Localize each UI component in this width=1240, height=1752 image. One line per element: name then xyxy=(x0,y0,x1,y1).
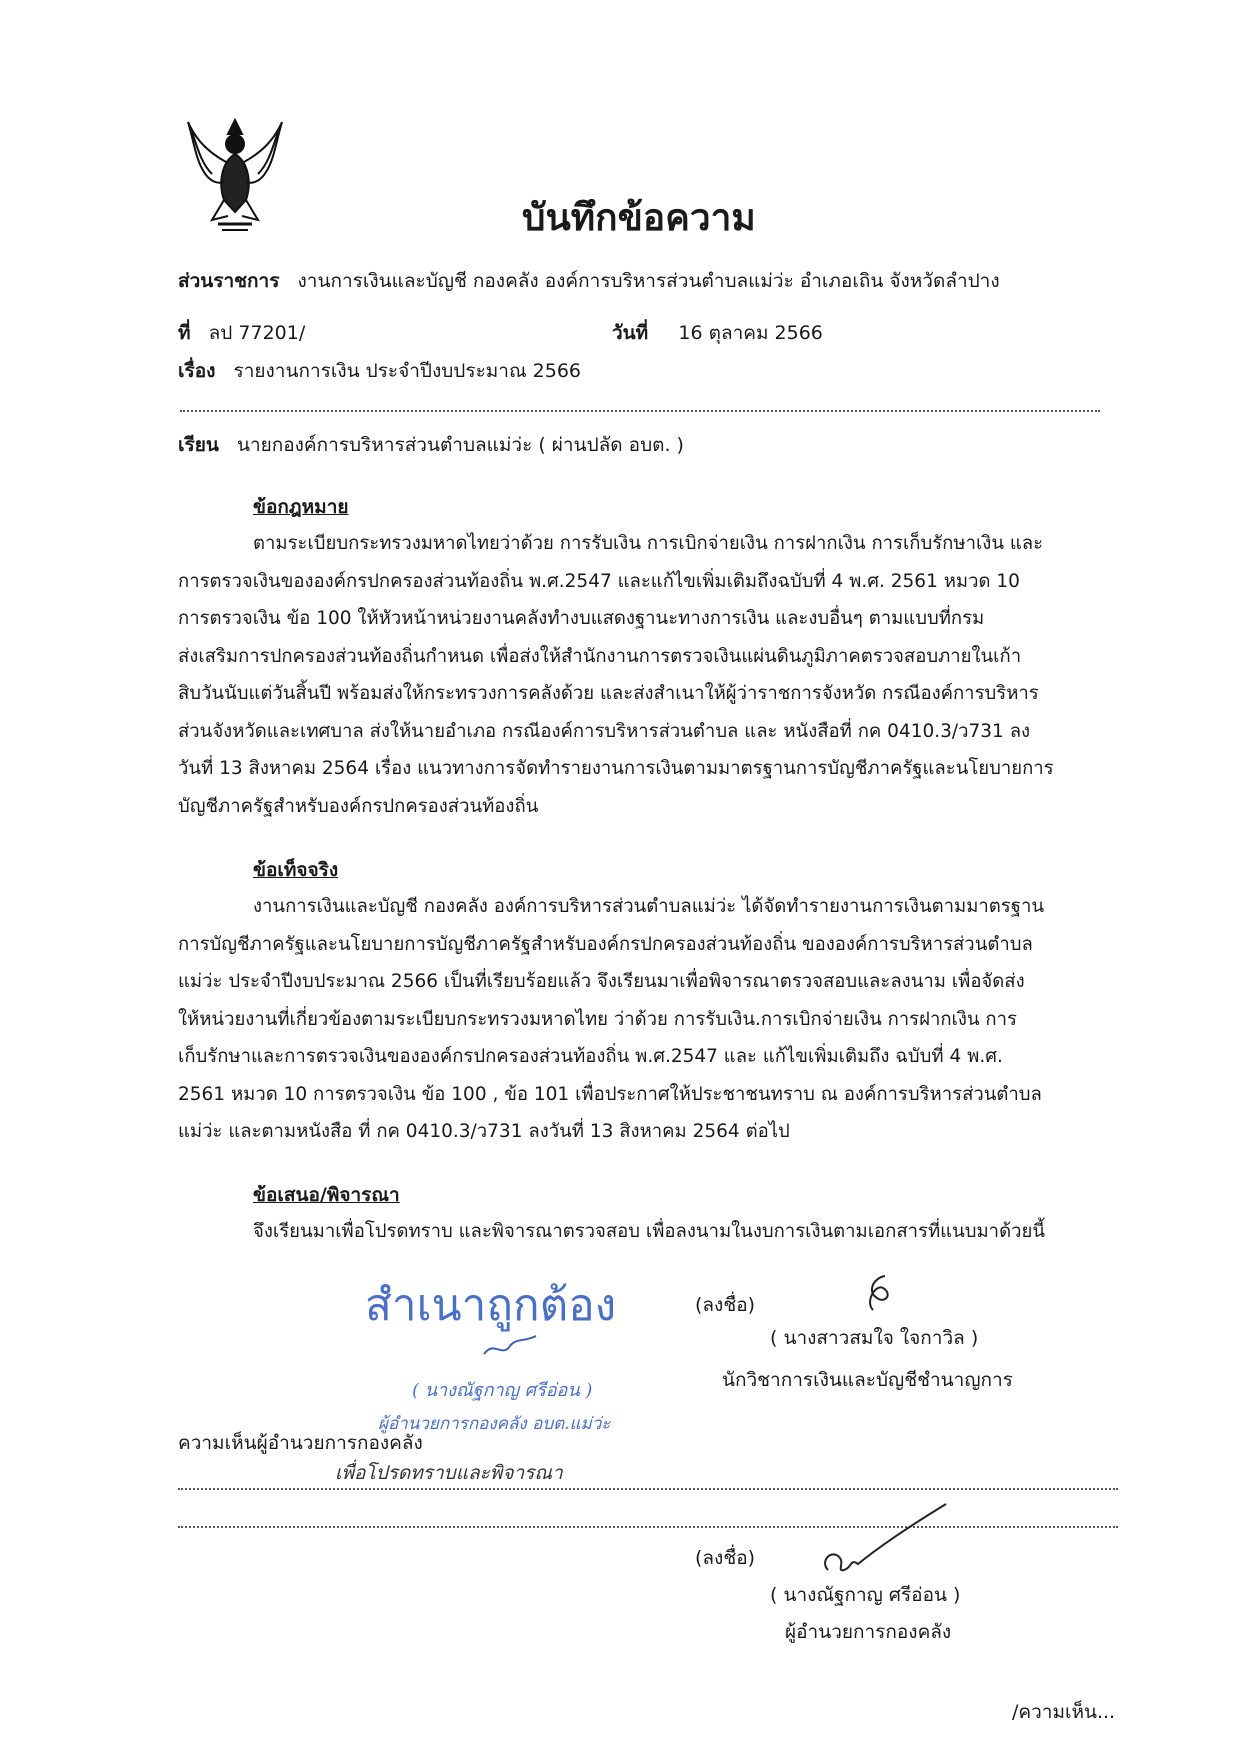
certified-stamp: สำเนาถูกต้อง xyxy=(365,1280,617,1331)
fact-line: 2561 หมวด 10 การตรวจเงิน ข้อ 100 , ข้อ 101 เพื่อประกาศให้ประชาชนทราบ ณ องค์การบริหารส่วนตำบล xyxy=(178,1083,1042,1105)
law-line: การตรวจเงินขององค์กรปกครองส่วนท้องถิ่น พ.ศ.2547 และแก้ไขเพิ่มเติมถึงฉบับที่ 4 พ.ศ. 2561 หมวด 10 xyxy=(178,570,1020,592)
stamp-position: ผู้อำนวยการกองคลัง อบต.แม่ว่ะ xyxy=(378,1414,611,1434)
proposal-line: จึงเรียนมาเพื่อโปรดทราบ และพิจารณาตรวจสอบ เพื่อลงนามในงบการเงินตามเอกสารที่แนบมาด้วยนี้ xyxy=(253,1221,1045,1242)
fact-line: แม่ว่ะ ประจำปีงบประมาณ 2566 เป็นที่เรียบร้อยแล้ว จึงเรียนมาเพื่อพิจารณาตรวจสอบและลงนาม เพื่อจัดส่ง xyxy=(178,971,1025,992)
signer1-label: (ลงชื่อ) xyxy=(695,1294,756,1316)
law-line: ส่วนจังหวัดและเทศบาล ส่งให้นายอำเภอ กรณีองค์การบริหารส่วนตำบล และ หนังสือที่ กค 0410.3/ว731 ลง xyxy=(178,720,1031,742)
fact-heading: ข้อเท็จจริง xyxy=(253,859,339,881)
signer2-name: ( นางณัฐกาญ ศรีอ่อน ) xyxy=(770,1584,961,1606)
agency-value: งานการเงินและบัญชี กองคลัง องค์การบริหารส่วนตำบลแม่ว่ะ อำเภอเถิน จังหวัดลำปาง xyxy=(297,270,1000,292)
signer1-signature-icon xyxy=(855,1272,905,1321)
law-line: วันที่ 13 สิงหาคม 2564 เรื่อง แนวทางการจัดทำรายงานการเงินตามมาตรฐานการบัญชีภาครัฐและนโยบายการ xyxy=(178,758,1054,779)
fact-line: การบัญชีภาครัฐและนโยบายการบัญชีภาครัฐสำหรับองค์กรปกครองส่วนท้องถิ่น ขององค์การบริหารส่วนตำบล xyxy=(178,933,1033,955)
opinion-handwritten: เพื่อโปรดทราบและพิจารณา xyxy=(335,1462,563,1484)
agency-line xyxy=(178,266,1000,296)
ref-label: ที่ xyxy=(178,322,191,344)
continued-marker: /ความเห็น... xyxy=(1012,1701,1116,1723)
garuda-emblem xyxy=(182,112,288,245)
law-line: ตามระเบียบกระทรวงมหาดไทยว่าด้วย การรับเงิน การเบิกจ่ายเงิน การฝากเงิน การเก็บรักษาเงิน และ xyxy=(253,533,1044,554)
fact-line: ให้หน่วยงานที่เกี่ยวข้องตามระเบียบกระทรวงมหาดไทย ว่าด้วย การรับเงิน.การเบิกจ่ายเงิน การฝากเงิน การ xyxy=(178,1008,1017,1030)
date-line xyxy=(612,318,823,348)
stamp-signature-icon xyxy=(480,1330,540,1367)
signer2-signature-icon xyxy=(810,1500,950,1585)
ref-line xyxy=(178,318,305,348)
opinion-label: ความเห็นผู้อำนวยการกองคลัง xyxy=(178,1432,423,1454)
signer1-position: นักวิชาการเงินและบัญชีชำนาญการ xyxy=(722,1369,1013,1391)
signer2-position: ผู้อำนวยการกองคลัง xyxy=(785,1621,952,1643)
stamp-name: ( นางณัฐกาญ ศรีอ่อน ) xyxy=(412,1380,593,1401)
ref-value: ลป 77201/ xyxy=(208,322,306,344)
to-label: เรียน xyxy=(178,434,219,456)
fact-line: เก็บรักษาและการตรวจเงินขององค์กรปกครองส่วนท้องถิ่น พ.ศ.2547 และ แก้ไขเพิ่มเติมถึง ฉบับที่ 4 พ.ศ. xyxy=(178,1046,1003,1067)
law-heading: ข้อกฎหมาย xyxy=(253,496,349,518)
opinion-line-1 xyxy=(178,1488,1118,1490)
law-line: สิบวันนับแต่วันสิ้นปี พร้อมส่งให้กระทรวงการคลังด้วย และส่งสำเนาให้ผู้ว่าราชการจังหวัด กรณีองค์การบริหาร xyxy=(178,683,1039,704)
fact-line: งานการเงินและบัญชี กองคลัง องค์การบริหารส่วนตำบลแม่ว่ะ ได้จัดทำรายงานการเงินตามมาตรฐาน xyxy=(253,896,1044,917)
subject-line xyxy=(178,356,581,386)
subject-value: รายงานการเงิน ประจำปีงบประมาณ 2566 xyxy=(233,360,581,382)
to-line xyxy=(178,430,684,460)
agency-label: ส่วนราชการ xyxy=(178,270,280,292)
proposal-heading: ข้อเสนอ/พิจารณา xyxy=(253,1184,400,1206)
date-value: 16 ตุลาคม 2566 xyxy=(678,322,823,344)
subject-label: เรื่อง xyxy=(178,360,216,382)
law-paragraph xyxy=(178,525,1120,825)
law-line: บัญชีภาครัฐสำหรับองค์กรปกครองส่วนท้องถิ่น xyxy=(178,795,539,817)
signer2-label: (ลงชื่อ) xyxy=(695,1547,756,1569)
opinion-line-2 xyxy=(178,1526,1118,1528)
fact-line: แม่ว่ะ และตามหนังสือ ที่ กค 0410.3/ว731 ลงวันที่ 13 สิงหาคม 2564 ต่อไป xyxy=(178,1121,790,1142)
memo-title: บันทึกข้อความ xyxy=(522,196,756,239)
header-divider xyxy=(180,410,1100,412)
fact-paragraph xyxy=(178,888,1120,1151)
date-label: วันที่ xyxy=(612,322,649,344)
signer1-name: ( นางสาวสมใจ ใจกาวิล ) xyxy=(770,1327,979,1349)
to-value: นายกองค์การบริหารส่วนตำบลแม่ว่ะ ( ผ่านปลัด อบต. ) xyxy=(236,434,684,456)
law-line: การตรวจเงิน ข้อ 100 ให้หัวหน้าหน่วยงานคลังทำงบแสดงฐานะทางการเงิน และงบอื่นๆ ตามแบบที่กรม xyxy=(178,608,985,629)
law-line: ส่งเสริมการปกครองส่วนท้องถิ่นกำหนด เพื่อส่งให้สำนักงานการตรวจเงินแผ่นดินภูมิภาคตรวจสอบภายในเก้า xyxy=(178,645,1022,667)
